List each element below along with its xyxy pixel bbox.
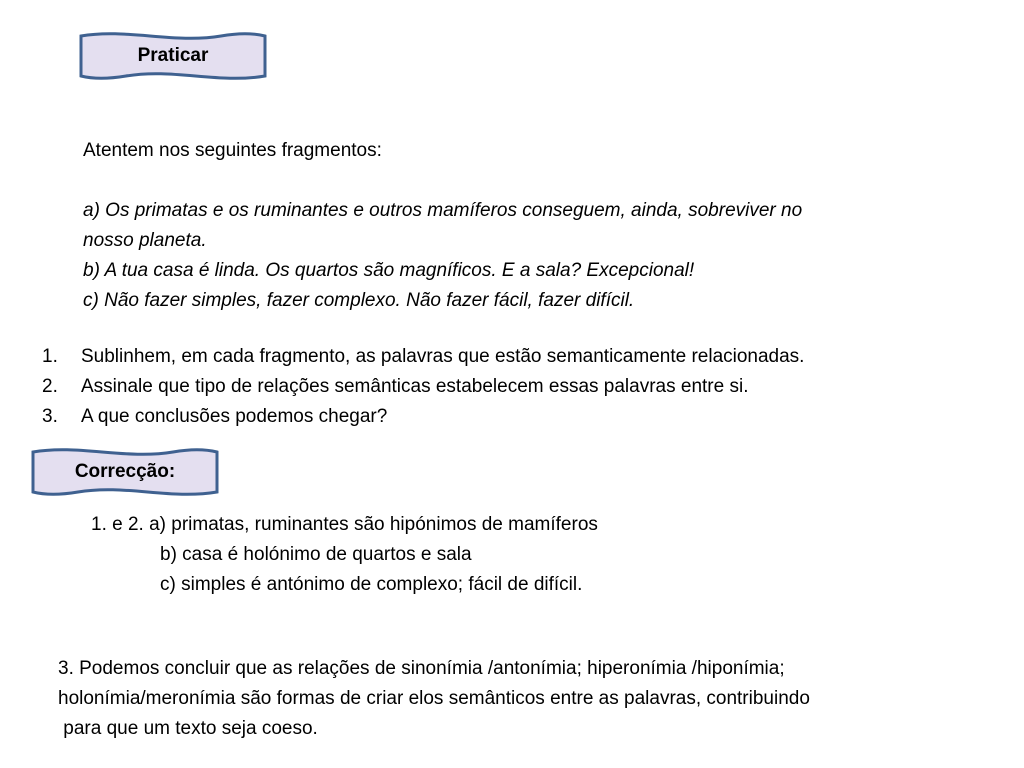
question-number: 3. [42, 406, 58, 427]
fragment-b: b) A tua casa é linda. Os quartos são magníficos. E a sala? Excepcional! [83, 260, 695, 281]
fragment-c: c) Não fazer simples, fazer complexo. Não fazer fácil, fazer difícil. [83, 290, 635, 311]
question-number: 1. [42, 346, 58, 367]
fragment-a-line-1: a) Os primatas e os ruminantes e outros mamíferos conseguem, ainda, sobreviver no [83, 200, 803, 221]
correccao-banner [30, 446, 220, 498]
praticar-banner [78, 30, 268, 82]
conclusion-line-2: holonímia/meronímia são formas de criar elos semânticos entre as palavras, contribuindo [58, 688, 810, 709]
fragment-a-line-2: nosso planeta. [83, 230, 207, 251]
correccao-title: Correcção: [74, 461, 176, 482]
answer-b: b) casa é holónimo de quartos e sala [160, 544, 472, 565]
praticar-title: Praticar [137, 45, 209, 66]
question-text: A que conclusões podemos chegar? [81, 406, 388, 427]
intro-text: Atentem nos seguintes fragmentos: [83, 140, 382, 161]
conclusion-line-3: para que um texto seja coeso. [58, 718, 318, 739]
answer-c: c) simples é antónimo de complexo; fácil de difícil. [160, 574, 583, 595]
conclusion-line-1: 3. Podemos concluir que as relações de sinonímia /antonímia; hiperonímia /hiponímia; [58, 658, 785, 679]
answer-a: 1. e 2. a) primatas, ruminantes são hipónimos de mamíferos [91, 514, 598, 535]
question-text: Assinale que tipo de relações semânticas estabelecem essas palavras entre si. [81, 376, 749, 397]
question-number: 2. [42, 376, 58, 397]
question-text: Sublinhem, em cada fragmento, as palavras que estão semanticamente relacionadas. [81, 346, 805, 367]
